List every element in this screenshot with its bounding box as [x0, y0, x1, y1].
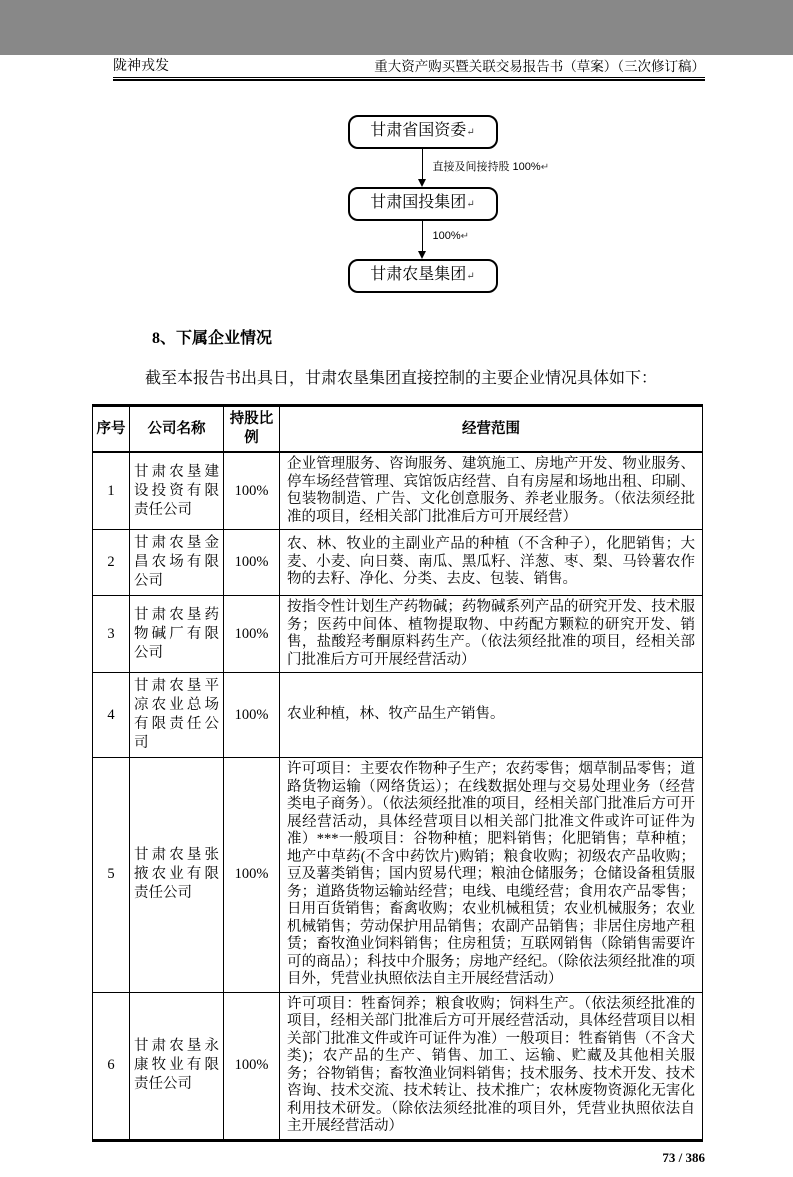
- paragraph-mark: ↵: [466, 271, 475, 282]
- table-header-row: [93, 406, 703, 453]
- down-arrow-head-icon: [418, 179, 426, 187]
- header-rule: [113, 77, 705, 81]
- business-scope: 企业管理服务、咨询服务、建筑施工、房地产开发、物业服务、停车场经营管理、宾馆饭店经营、自有房屋和场地出租、印刷、包装物制造、广告、文化创意服务、养老业服务。（依法须经批准的项目，经相关部门批准后方可开展经营）: [280, 452, 703, 530]
- org-box-provincial-sasac: [348, 115, 498, 149]
- table-row: [93, 530, 703, 596]
- row-no: 2: [93, 530, 130, 596]
- shareholding-ratio: 100%: [224, 452, 280, 530]
- page-number: 73 / 386: [662, 1149, 705, 1165]
- subsidiaries-table: [92, 404, 703, 1142]
- company-name: 甘肃农垦张掖农业有限责任公司: [130, 758, 224, 993]
- org-box-gansu-guotou-group: [348, 187, 498, 221]
- row-no: 3: [93, 596, 130, 673]
- table-row: [93, 673, 703, 758]
- shareholding-ratio: 100%: [224, 673, 280, 758]
- row-no: 6: [93, 992, 130, 1140]
- shareholding-ratio: 100%: [224, 596, 280, 673]
- org-box-label: 甘肃省国资委: [370, 122, 467, 139]
- header-left-title: 陇神戎发: [113, 59, 169, 74]
- company-name: 甘肃农垦永康牧业有限责任公司: [130, 992, 224, 1140]
- row-no: 1: [93, 452, 130, 530]
- down-arrow-line-icon: [422, 149, 424, 180]
- company-name: 甘肃农垦药物碱厂有限公司: [130, 596, 224, 673]
- paragraph-mark: ↵: [466, 199, 475, 210]
- org-box-label: 甘肃农垦集团: [370, 266, 467, 283]
- col-header-no: 序号: [93, 406, 130, 453]
- table-row: [93, 992, 703, 1140]
- down-arrow-line-icon: [422, 221, 424, 252]
- ownership-org-chart: [348, 115, 550, 293]
- table-row: [93, 452, 703, 530]
- org-box-gansu-nongken-group: [348, 259, 498, 293]
- col-header-business-scope: 经营范围: [280, 406, 703, 453]
- shareholding-ratio: 100%: [224, 758, 280, 993]
- paragraph-mark: ↵: [460, 231, 470, 242]
- document-page: [0, 55, 793, 1177]
- shareholding-label-2: 100%↵: [432, 230, 470, 242]
- business-scope: 许可项目：主要农作物种子生产；农药零售；烟草制品零售；道路货物运输（网络货运）；在线数据处理与交易处理业务（经营类电子商务）。（依法须经批准的项目，经相关部门批准后方可开展经营活动，具体经营项目以相关部门批准文件或许可证件为准）***一般项目：谷物种植；肥料销售；化肥销售；草种植；地产中草药(不含中药饮片)购销；粮食收购；初级农产品收购；豆及薯类销售；国内贸易代理；粮油仓储服务；仓储设备租赁服务；道路货物运输站经营；电线、电缆经营；食用农产品零售；日用百货销售；畜禽收购；农业机械租赁；农业机械服务；农业机械销售；劳动保护用品销售；农副产品销售；非居住房地产租赁；畜牧渔业饲料销售；住房租赁；互联网销售（除销售需要许可的商品）；科技中介服务；房地产经纪。（除依法须经批准的项目外，凭营业执照依法自主开展经营活动）: [280, 758, 703, 993]
- col-header-shareholding-ratio: 持股比例: [224, 406, 280, 453]
- business-scope: 农业种植，林、牧产品生产销售。: [280, 673, 703, 758]
- paragraph-mark: ↵: [466, 127, 475, 138]
- company-name: 甘肃农垦金昌农场有限公司: [130, 530, 224, 596]
- row-no: 4: [93, 673, 130, 758]
- intro-paragraph: 截至本报告书出具日，甘肃农垦集团直接控制的主要企业情况具体如下：: [145, 370, 658, 387]
- business-scope: 按指令性计划生产药物碱；药物碱系列产品的研究开发、技术服务；医药中间体、植物提取物、中药配方颗粒的研究开发、销售，盐酸羟考酮原料药生产。（依法须经批准的项目，经相关部门批准后方可开展经营活动）: [280, 596, 703, 673]
- paragraph-mark: ↵: [540, 162, 550, 173]
- section-heading: 8、下属企业情况: [152, 330, 273, 347]
- table-row: [93, 758, 703, 993]
- company-name: 甘肃农垦平凉农业总场有限责任公司: [130, 673, 224, 758]
- shareholding-ratio: 100%: [224, 992, 280, 1140]
- business-scope: 许可项目：牲畜饲养；粮食收购；饲料生产。（依法须经批准的项目，经相关部门批准后方可开展经营活动，具体经营项目以相关部门批准文件或许可证件为准）一般项目：牲畜销售（不含犬类)；农产品的生产、销售、加工、运输、贮藏及其他相关服务；谷物销售；畜牧渔业饲料销售；技术服务、技术开发、技术咨询、技术交流、技术转让、技术推广；农林废物资源化无害化利用技术研发。（除依法须经批准的项目外，凭营业执照依法自主开展经营活动）: [280, 992, 703, 1140]
- shareholding-ratio: 100%: [224, 530, 280, 596]
- org-box-label: 甘肃国投集团: [370, 194, 467, 211]
- col-header-company-name: 公司名称: [130, 406, 224, 453]
- shareholding-label-1: 直接及间接持股 100%↵: [432, 161, 550, 173]
- running-header: [113, 55, 705, 75]
- business-scope: 农、林、牧业的主副业产品的种植（不含种子），化肥销售；大麦、小麦、向日葵、南瓜、黑瓜籽、洋葱、枣、梨、马铃薯农作物的去籽、净化、分类、去皮、包装、销售。: [280, 530, 703, 596]
- table-row: [93, 596, 703, 673]
- down-arrow-head-icon: [418, 251, 426, 259]
- row-no: 5: [93, 758, 130, 993]
- company-name: 甘肃农垦建设投资有限责任公司: [130, 452, 224, 530]
- header-right-title: 重大资产购买暨关联交易报告书（草案）（三次修订稿）: [374, 59, 705, 74]
